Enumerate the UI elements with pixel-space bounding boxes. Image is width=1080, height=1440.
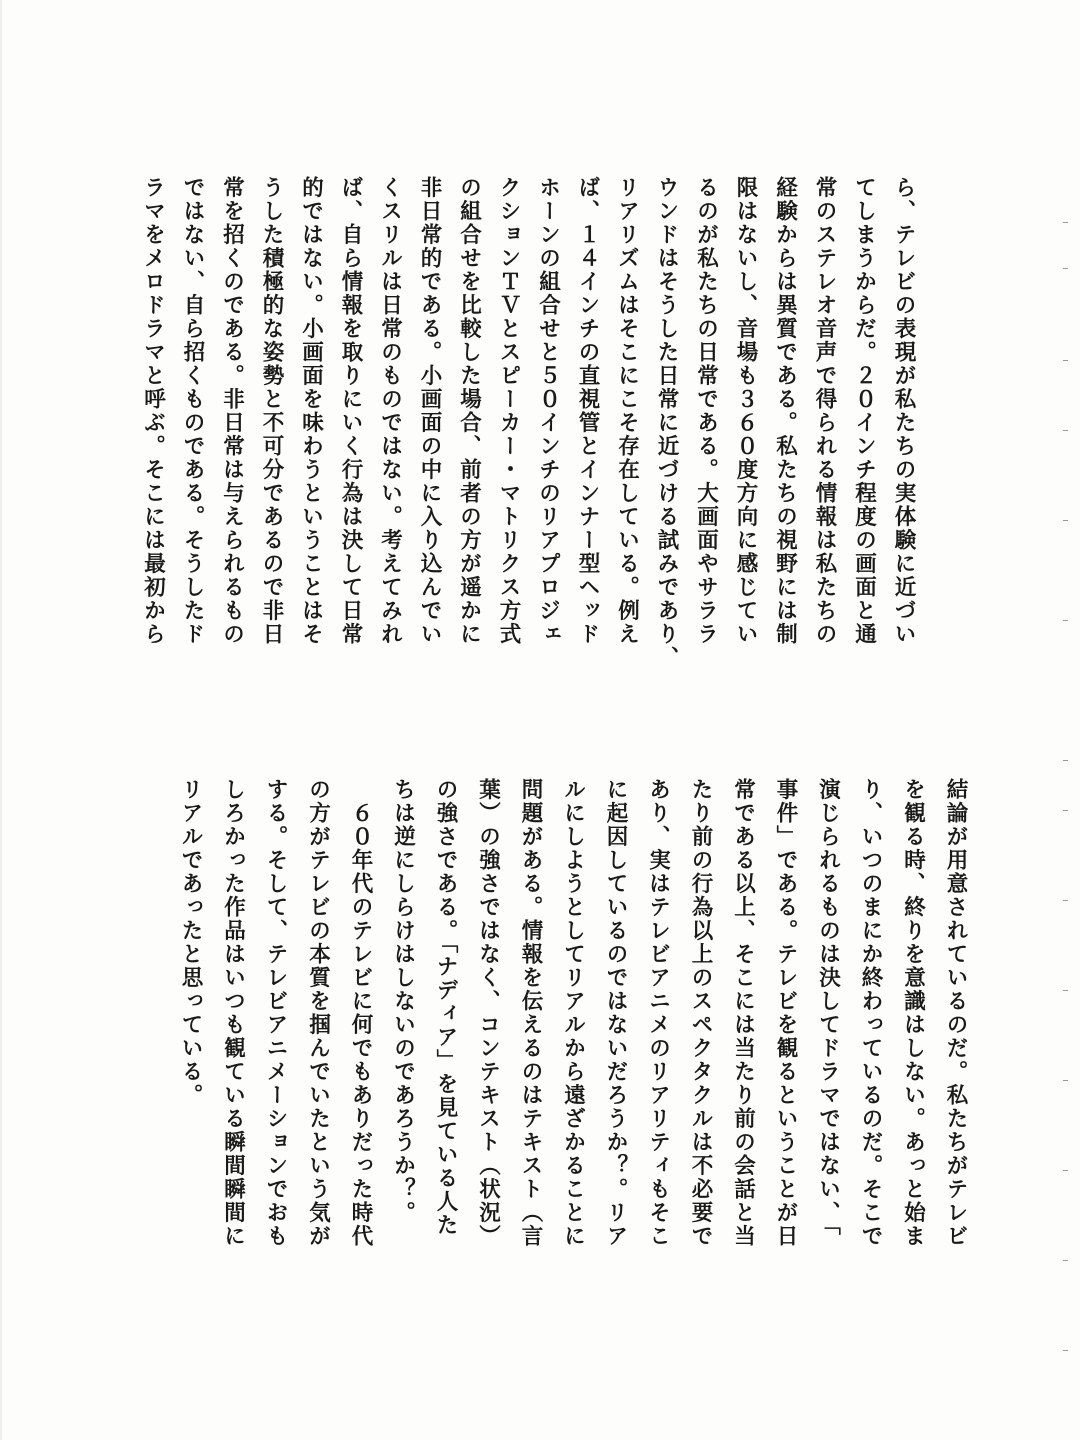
article-text-lower xyxy=(169,778,977,1248)
text-column: 非日常的である。小画面の中に入り込んでい xyxy=(417,176,442,646)
text-column: うした積極的な姿勢と不可分であるので非日 xyxy=(259,176,284,646)
text-column: ホーンの組合せと５０インチのリアプロジェ xyxy=(535,176,561,646)
text-column: たり前の行為以上のスペクタクルは不必要で xyxy=(688,778,713,1248)
text-column: の方がテレビの本質を掴んでいたという気が xyxy=(305,778,331,1248)
text-column: 常である以上、そこには当たり前の会話と当 xyxy=(730,778,756,1248)
edge-tick xyxy=(1063,268,1068,269)
text-column: 葉）の強さではなく、コンテキスト（状況） xyxy=(475,778,501,1248)
edge-tick xyxy=(1063,760,1068,761)
text-column: 常を招くのである。非日常は与えられるもの xyxy=(219,176,245,646)
text-column: 限はないし、音場も３６０度方向に感じてい xyxy=(733,176,758,646)
text-column: り、いつのまにか終わっているのだ。そこで xyxy=(858,778,883,1248)
text-column: 結論が用意されているのだ。私たちがテレビ xyxy=(943,778,968,1248)
text-column: 事件」である。テレビを観るということが日 xyxy=(773,778,798,1248)
text-column: 常のステレオ音声で得られる情報は私たちの xyxy=(812,176,837,646)
text-column: する。そして、テレビアニメーションでおも xyxy=(263,778,288,1248)
text-column: ば、１４インチの直視管とインナー型ヘッド xyxy=(575,176,600,646)
edge-tick xyxy=(1063,810,1068,811)
text-column: リアリズムはそこにこそ存在している。例え xyxy=(614,176,640,646)
text-column: ば、自ら情報を取りにいく行為は決して日常 xyxy=(338,176,363,646)
edge-tick xyxy=(1063,620,1068,621)
text-column: を観る時、終りを意識はしない。あっと始ま xyxy=(900,778,926,1248)
text-column: ではない、自ら招くものである。そうしたド xyxy=(180,176,205,646)
text-column: ら、テレビの表現が私たちの実体験に近づい xyxy=(891,176,916,646)
text-column: クションＴＶとスピーカー・マトリクス方式 xyxy=(496,176,521,646)
text-column: ６０年代のテレビに何でもありだった時代 xyxy=(348,778,373,1248)
text-column: ラマをメロドラマと呼ぶ。そこには最初から xyxy=(140,176,166,646)
text-column: の強さである。「ナディア」を見ている人た xyxy=(433,778,458,1238)
edge-tick xyxy=(1063,1260,1068,1261)
edge-tick xyxy=(1063,520,1068,521)
text-column: あり、実はテレビアニメのリアリティもそこ xyxy=(645,778,671,1248)
text-column: 演じられるものは決してドラマではない、「 xyxy=(815,778,841,1238)
text-column: てしまうからだ。２０インチ程度の画面と通 xyxy=(851,176,877,646)
article-text-upper xyxy=(133,176,923,670)
text-column: リアルであったと思っている。 xyxy=(178,778,203,1107)
edge-tick xyxy=(1063,222,1068,223)
edge-tick xyxy=(1063,990,1068,991)
edge-tick xyxy=(1063,900,1068,901)
edge-tick xyxy=(1063,1170,1068,1171)
edge-tick xyxy=(1063,430,1068,431)
scan-edge xyxy=(0,0,2,1440)
text-column: ちは逆にしらけはしないのであろうか？。 xyxy=(390,778,416,1225)
text-column: 経験からは異質である。私たちの視野には制 xyxy=(772,176,798,646)
text-column: くスリルは日常のものではない。考えてみれ xyxy=(377,176,403,646)
edge-tick xyxy=(1063,1350,1068,1351)
text-column: 問題がある。情報を伝えるのはテキスト（言 xyxy=(518,778,543,1248)
text-column: るのが私たちの日常である。大画面やサララ xyxy=(693,176,719,646)
edge-tick xyxy=(1063,1080,1068,1081)
edge-tick xyxy=(1063,360,1068,361)
text-column: しろかった作品はいつも観ている瞬間瞬間に xyxy=(220,778,246,1248)
text-column: ウンドはそうした日常に近づける試みであり、 xyxy=(654,176,679,670)
text-column: ルにしようとしてリアルから遠ざかることに xyxy=(560,778,586,1248)
text-column: 的ではない。小画面を味わうということはそ xyxy=(298,176,324,646)
text-column: に起因しているのではないだろうか？。リア xyxy=(603,778,628,1248)
text-column: の組合せを比較した場合、前者の方が遥かに xyxy=(456,176,482,646)
